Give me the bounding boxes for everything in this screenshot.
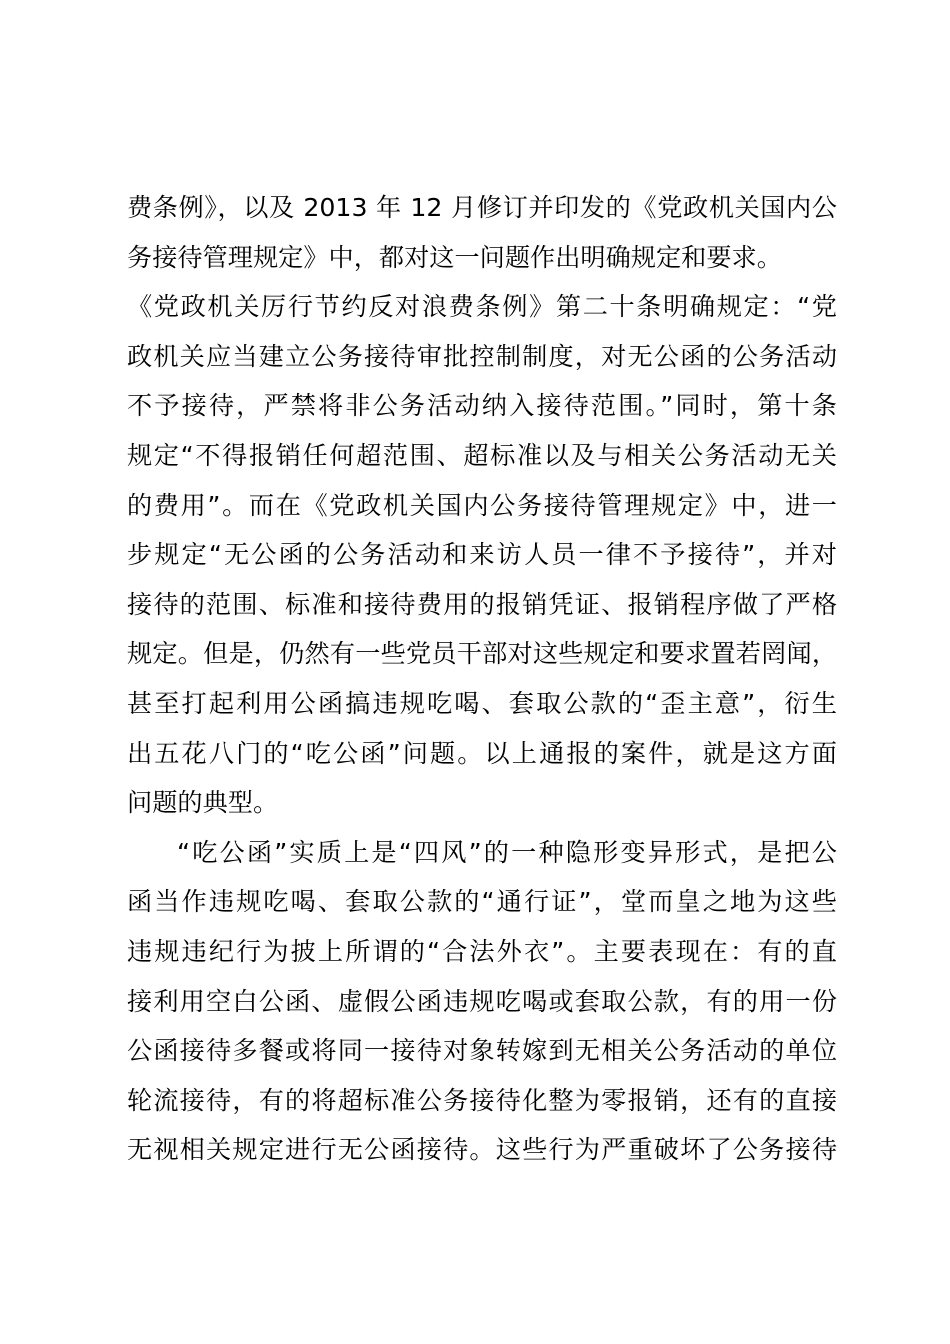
text-line: 费条例》，以及 2013 年 12 月修订并印发的《党政机关国内公	[127, 193, 837, 222]
text-line: 函当作违规吃喝、套取公款的“通行证”，堂而皇之地为这些	[127, 887, 837, 917]
text-line: 问题的典型。	[127, 788, 279, 818]
text-line: 接利用空白公函、虚假公函违规吃喝或套取公款，有的用一份	[127, 986, 837, 1016]
text-line: 违规违纪行为披上所谓的“合法外衣”。主要表现在：有的直	[127, 936, 837, 966]
text-line: 公函接待多餐或将同一接待对象转嫁到无相关公务活动的单位	[127, 1036, 837, 1066]
text-line: 出五花八门的“吃公函”问题。以上通报的案件，就是这方面	[127, 738, 837, 768]
text-line: 接待的范围、标准和接待费用的报销凭证、报销程序做了严格	[127, 589, 837, 619]
text-line: 不予接待，严禁将非公务活动纳入接待范围。”同时，第十条	[127, 391, 837, 421]
text-line: 规定。但是，仍然有一些党员干部对这些规定和要求置若罔闻，	[127, 639, 837, 669]
text-line: 的费用”。而在《党政机关国内公务接待管理规定》中，进一	[127, 490, 837, 520]
text-line: 规定“不得报销任何超范围、超标准以及与相关公务活动无关	[127, 440, 837, 470]
text-line: 甚至打起利用公函搞违规吃喝、套取公款的“歪主意”，衍生	[127, 688, 837, 718]
text-line: 无视相关规定进行无公函接待。这些行为严重破坏了公务接待	[127, 1135, 837, 1165]
text-line: 务接待管理规定》中，都对这一问题作出明确规定和要求。	[127, 242, 782, 272]
text-line: 政机关应当建立公务接待审批控制制度，对无公函的公务活动	[127, 341, 837, 371]
body-text	[127, 183, 837, 1175]
paragraph-first-line: “吃公函”实质上是“四风”的一种隐形变异形式，是把公	[177, 837, 837, 867]
text-line: 步规定“无公函的公务活动和来访人员一律不予接待”，并对	[127, 540, 837, 570]
text-line: 轮流接待，有的将超标准公务接待化整为零报销，还有的直接	[127, 1085, 837, 1115]
text-line: 《党政机关厉行节约反对浪费条例》第二十条明确规定：“党	[127, 292, 837, 322]
